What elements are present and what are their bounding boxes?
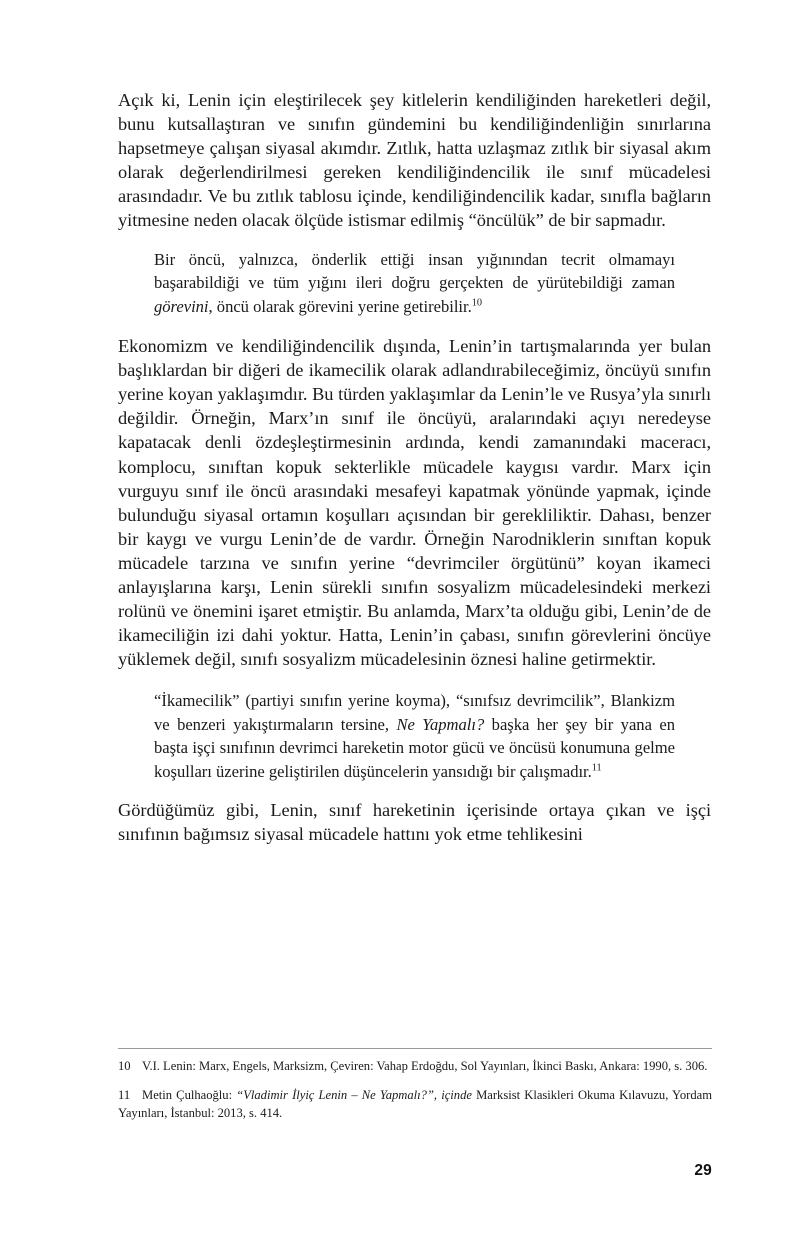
footnote-10-text: V.I. Lenin: Marx, Engels, Marksizm, Çeviren: Vahap Erdoğdu, Sol Yayınları, İkinci Baskı, Ankara: 1990, s. 306. (142, 1059, 708, 1073)
paragraph-1: Açık ki, Lenin için eleştirilecek şey kitlelerin kendiliğinden hareketleri değil, bunu kutsallaştıran ve sınıfın gündemini bu kendiliğindenliğin sınırlarına hapsetmeye çalışan siyasal akımdır. Zıtlık, hatta uzlaşmaz zıtlık bir siyasal akım olarak değerlendirilmesi gereken kendiliğindencilik ile sınıf mücadelesi arasındadır. Ve bu zıtlık tablosu içinde, kendiliğindencilik kadar, sınıfla bağların yitmesine neden olacak ölçüde istismar edilmiş “öncülük” de bir sapmadır. (118, 90, 711, 231)
footnote-10 (118, 1058, 712, 1075)
blockquote-2 (154, 689, 675, 783)
footnote-area (118, 1048, 712, 1122)
page-number: 29 (694, 1162, 712, 1179)
blockquote-2-text-before-italic: “İkamecilik” (partiyi sınıfın yerine koyma), “sınıfsız devrimcilik”, Blankizm ve benzeri yakıştırmaların tersine, (154, 691, 675, 734)
paragraph-3: Gördüğümüz gibi, Lenin, sınıf hareketinin içerisinde ortaya çıkan ve işçi sınıfının bağımsız siyasal mücadele hattını yok etme tehlikesini (118, 800, 711, 845)
footnote-11 (118, 1087, 712, 1122)
blockquote-2-text-after-italic: başka her şey bir yana en başta işçi sınıfının devrimci hareketin motor gücü ve öncüsü konumuna gelme koşulları üzerine geliştirilen düşüncelerin yansıdığı bir çalışmadır. (154, 714, 675, 781)
spacer-before-quote-1 (118, 233, 711, 248)
footnote-10-number: 10 (118, 1059, 131, 1073)
footnote-separator-rule (118, 1048, 712, 1049)
blockquote-1 (154, 248, 675, 319)
footnote-ref-11[interactable]: 11 (591, 762, 602, 774)
spacer-before-quote-2 (118, 671, 711, 689)
paragraph-2: Ekonomizm ve kendiliğindencilik dışında, Lenin’in tartışmalarında yer bulan başlıklardan bir diğeri de ikamecilik olarak adlandırabileceğimiz, öncüyü sınıfın yerine koyan yaklaşımdır. Bu türden yaklaşımlar da Lenin’le ve Rusya’yla sınırlı değildir. Örneğin, Marx’ın sınıf ile öncüyü, aralarındaki açıyı neredeyse kapatacak denli özdeşleştirmesinin ardında, kendi zamanındaki maceracı, komplocu, sınıftan kopuk sekterlikle mücadele kaygısı vardır. Marx için vurguyu sınıf ile öncü arasındaki mesafeyi kapatmak yönünde yapmak, içinde bulunduğu siyasal ortamın koşulları açısından bir gerekliliktir. Dahası, benzer bir kaygı ve vurgu Lenin’de de vardır. Örneğin Narodniklerin sınıftan kopuk mücadele tarzına ve sınıfın yerine “devrimciler örgütünü” koyan ikameci anlayışlarına karşı, Lenin sürekli sınıfın sosyalizm mücadelesindeki merkezi rolünü ve önemini işaret etmiştir. Bu anlamda, Marx’ta olduğu gibi, Lenin’de de ikameciliğin izi dahi yoktur. Hatta, Lenin’in çabası, sınıfın görevlerini öncüye yüklemek değil, sınıfı sosyalizm mücadelesinin öznesi haline getirmektir. (118, 336, 712, 670)
page-body-content (118, 88, 711, 847)
spacer-after-quote-2 (118, 783, 711, 798)
footnote-11-text-part-2: Marksist Klasikleri Okuma Kılavuzu, Yordam Yayınları, İstanbul: 2013, s. 414. (118, 1088, 712, 1120)
blockquote-1-text-after-italic: , öncü olarak görevini yerine getirebilir. (208, 296, 472, 316)
footnote-11-italic-title: “Vladimir İlyiç Lenin – Ne Yapmalı?”, içinde (236, 1088, 472, 1103)
footnote-11-text-part-1: Metin Çulhaoğlu: (142, 1088, 237, 1103)
footnote-11-number: 11 (118, 1088, 131, 1103)
footnote-ref-10[interactable]: 10 (471, 297, 482, 309)
blockquote-1-italic-term: görevini (154, 296, 209, 316)
blockquote-2-italic-title: Ne Yapmalı? (396, 714, 485, 734)
spacer-after-quote-1 (118, 318, 711, 334)
blockquote-1-text-before-italic: Bir öncü, yalnızca, önderlik ettiği insan yığınından tecrit olmamayı başarabildiği ve tüm yığını ileri doğru gerçekten de yürütebildiği zaman (154, 249, 675, 293)
